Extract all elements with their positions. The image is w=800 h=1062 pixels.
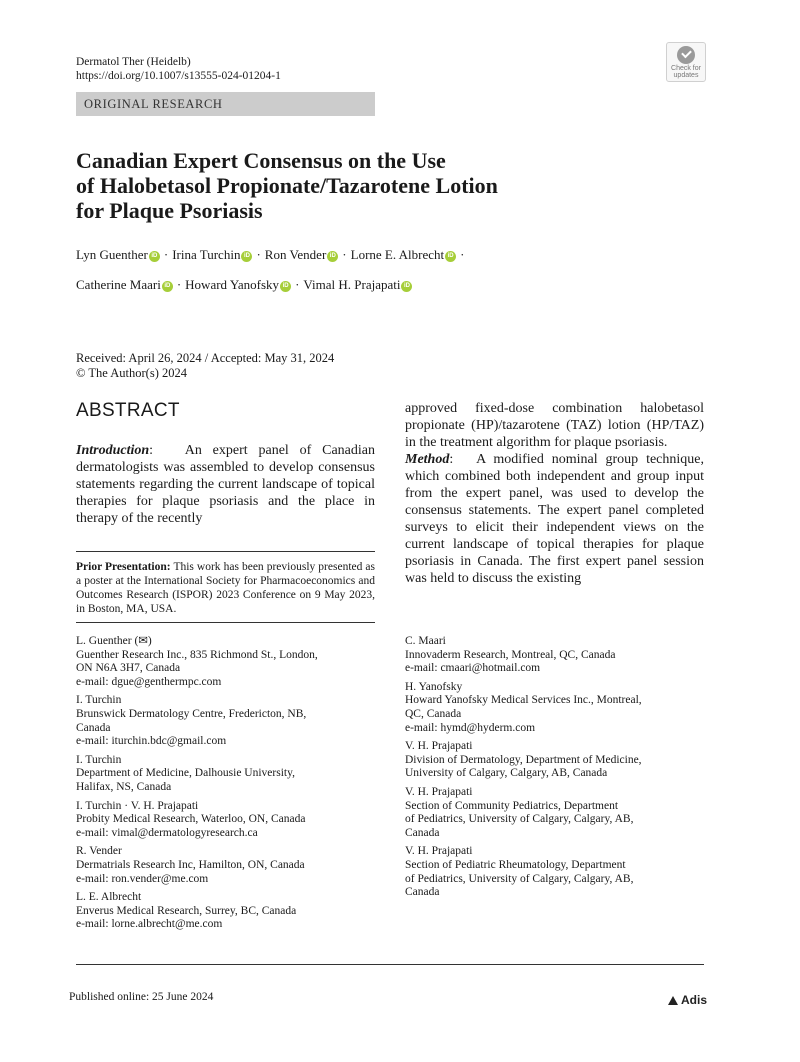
received-accepted: Received: April 26, 2024 / Accepted: May 31, 2024	[76, 351, 335, 365]
method-label: Method	[405, 452, 450, 467]
affiliation-line: Department of Medicine, Dalhousie University,	[76, 767, 295, 780]
affiliation-line: University of Calgary, Calgary, AB, Canada	[405, 767, 608, 780]
check-updates-line1: Check for	[671, 65, 701, 72]
affiliation-author: H. Yanofsky	[405, 680, 463, 693]
title-line-3: for Plaque Psoriasis	[76, 198, 263, 223]
orcid-icon[interactable]: iD	[327, 251, 338, 262]
affiliation	[405, 740, 704, 781]
affiliation	[76, 694, 375, 748]
affiliation-line: of Pediatrics, University of Calgary, Calgary, AB,	[405, 813, 634, 826]
separator: ·	[176, 277, 182, 292]
affiliation-author: V. H. Prajapati	[405, 785, 473, 798]
affiliations-left	[76, 635, 375, 937]
separator: ·	[460, 247, 465, 262]
affiliation	[405, 845, 704, 899]
author-name[interactable]: Lyn Guenther	[76, 247, 148, 262]
affiliation-author: V. H. Prajapati	[405, 845, 473, 858]
affiliation-author: C. Maari	[405, 635, 446, 647]
author-name[interactable]: Howard Yanofsky	[185, 277, 280, 292]
author-line-2	[76, 270, 716, 300]
affiliation-line: QC, Canada	[405, 707, 462, 720]
adis-triangle-icon	[668, 996, 678, 1005]
affiliation-email[interactable]: e-mail: vimal@dermatologyresearch.ca	[76, 826, 258, 839]
affiliation-line: Enverus Medical Research, Surrey, BC, Canada	[76, 904, 297, 917]
doi-link[interactable]: https://doi.org/10.1007/s13555-024-01204-1	[76, 70, 281, 82]
copyright: © The Author(s) 2024	[76, 366, 187, 380]
orcid-icon[interactable]: iD	[401, 281, 412, 292]
orcid-icon[interactable]: iD	[445, 251, 456, 262]
check-updates-line2: updates	[673, 72, 699, 79]
separator: ·	[295, 277, 300, 292]
affiliation	[76, 754, 375, 795]
intro-continued: approved fixed-dose combination halobetasol propionate (HP)/tazarotene (TAZ) lotion (HP/TAZ) in the treatment algorithm for plaque psoriasis.	[405, 401, 704, 450]
affiliation-line: Howard Yanofsky Medical Services Inc., Montreal,	[405, 694, 642, 707]
affiliation-author: L. Guenther (✉)	[76, 635, 152, 647]
published-date: Published online: 25 June 2024	[69, 991, 214, 1003]
prior-presentation	[76, 560, 375, 616]
prior-presentation-label: Prior Presentation:	[76, 561, 171, 573]
affiliation	[405, 681, 704, 735]
check-updates-icon	[677, 46, 695, 64]
title-line-2: of Halobetasol Propionate/Tazarotene Lotion	[76, 173, 498, 198]
divider	[76, 622, 375, 623]
intro-text: An expert panel of Canadian dermatologists was assembled to develop consensus statements regarding the current landscape of topical therapies for plaque psoriasis and the place in therapy of the recently	[76, 443, 375, 526]
title-line-1: Canadian Expert Consensus on the Use	[76, 148, 446, 173]
author-line-1	[76, 240, 716, 270]
affiliation	[405, 635, 704, 676]
author-name[interactable]: Lorne E. Albrecht	[350, 247, 445, 262]
divider	[76, 551, 375, 552]
author-name[interactable]: Irina Turchin	[172, 247, 241, 262]
affiliation-author: I. Turchin · V. H. Prajapati	[76, 799, 199, 812]
affiliation-email[interactable]: e-mail: lorne.albrecht@me.com	[76, 918, 223, 931]
author-list	[76, 240, 716, 300]
article-dates	[76, 351, 334, 381]
prior-presentation-text: This work has been previously presented as a poster at the International Society for Pharmacoeconomics and Outcomes Research (ISPOR) 2023 Conference on 9 May 2023, in Boston, MA, USA.	[76, 561, 375, 615]
affiliation-line: Innovaderm Research, Montreal, QC, Canada	[405, 648, 616, 661]
orcid-icon[interactable]: iD	[149, 251, 160, 262]
check-for-updates-badge[interactable]	[666, 42, 706, 82]
publisher-name: Adis	[681, 993, 708, 1007]
affiliation-line: Guenther Research Inc., 835 Richmond St., London,	[76, 648, 318, 661]
affiliation-email[interactable]: e-mail: hymd@hyderm.com	[405, 721, 536, 734]
affiliation-line: Dermatrials Research Inc, Hamilton, ON, Canada	[76, 858, 305, 871]
method-text: A modified nominal group technique, which combined both independent and group input from the expert panel, was used to develop the consensus statements. The expert panel completed surveys to elicit their independent views on the current landscape of topical therapies for plaque psoriasis in Canada. The first expert panel session was held to discuss the existing	[405, 452, 704, 586]
separator: ·	[256, 247, 261, 262]
affiliation-line: Division of Dermatology, Department of Medicine,	[405, 753, 642, 766]
affiliation-email[interactable]: e-mail: cmaari@hotmail.com	[405, 662, 541, 675]
abstract-column-right: approved fixed-dose combination halobetasol propionate (HP)/tazarotene (TAZ) lotion (HP/TAZ) in the treatment algorithm for plaque psoriasis. Method: A modified nominal group technique, which combined both independent and group input from the expert panel, was used to develop the consensus statements. The expert panel completed surveys to elicit their independent views on the current landscape of topical therapies for plaque psoriasis in Canada. The first expert panel session was held to discuss the existing	[405, 401, 704, 586]
footer-divider	[76, 964, 704, 965]
publisher-logo	[668, 993, 707, 1007]
affiliation-line: ON N6A 3H7, Canada	[76, 662, 181, 675]
article-title	[76, 148, 636, 223]
affiliation	[76, 800, 375, 841]
affiliation-author: L. E. Albrecht	[76, 891, 142, 904]
affiliation-email[interactable]: e-mail: dgue@genthermpc.com	[76, 675, 222, 688]
affiliation-author: I. Turchin	[76, 753, 122, 766]
author-name[interactable]: Ron Vender	[264, 247, 327, 262]
author-name[interactable]: Catherine Maari	[76, 277, 161, 292]
affiliation-email[interactable]: e-mail: ron.vender@me.com	[76, 872, 209, 885]
journal-name: Dermatol Ther (Heidelb)	[76, 56, 191, 68]
affiliation	[405, 786, 704, 840]
author-name[interactable]: Vimal H. Prajapati	[303, 277, 401, 292]
affiliation-line: Section of Pediatric Rheumatology, Department	[405, 858, 626, 871]
affiliation-email[interactable]: e-mail: iturchin.bdc@gmail.com	[76, 735, 227, 748]
affiliation	[76, 845, 375, 886]
separator: ·	[163, 247, 169, 262]
affiliation-line: Canada	[405, 886, 440, 899]
affiliations-right	[405, 635, 704, 905]
affiliation-line: of Pediatrics, University of Calgary, Calgary, AB,	[405, 872, 634, 885]
journal-header	[76, 55, 281, 83]
abstract-heading: ABSTRACT	[76, 400, 180, 421]
affiliation-line: Brunswick Dermatology Centre, Fredericton, NB,	[76, 707, 307, 720]
affiliation-line: Section of Community Pediatrics, Department	[405, 799, 619, 812]
intro-label: Introduction	[76, 443, 150, 458]
affiliation-author: I. Turchin	[76, 694, 122, 707]
affiliation-line: Canada	[76, 721, 111, 734]
orcid-icon[interactable]: iD	[280, 281, 291, 292]
section-label: ORIGINAL RESEARCH	[84, 97, 223, 111]
affiliation-line: Halifax, NS, Canada	[76, 780, 172, 793]
section-label-bar	[76, 92, 375, 116]
separator: ·	[342, 247, 347, 262]
abstract-column-left: Introduction: An expert panel of Canadian dermatologists was assembled to develop consensus statements regarding the current landscape of topical therapies for plaque psoriasis and the place in therapy of the recently	[76, 443, 375, 526]
orcid-icon[interactable]: iD	[162, 281, 173, 292]
affiliation-author: R. Vender	[76, 845, 122, 858]
orcid-icon[interactable]: iD	[241, 251, 252, 262]
affiliation-author: V. H. Prajapati	[405, 740, 473, 753]
affiliation-line: Probity Medical Research, Waterloo, ON, Canada	[76, 813, 306, 826]
affiliation	[76, 891, 375, 932]
affiliation	[76, 635, 375, 689]
affiliation-line: Canada	[405, 826, 440, 839]
